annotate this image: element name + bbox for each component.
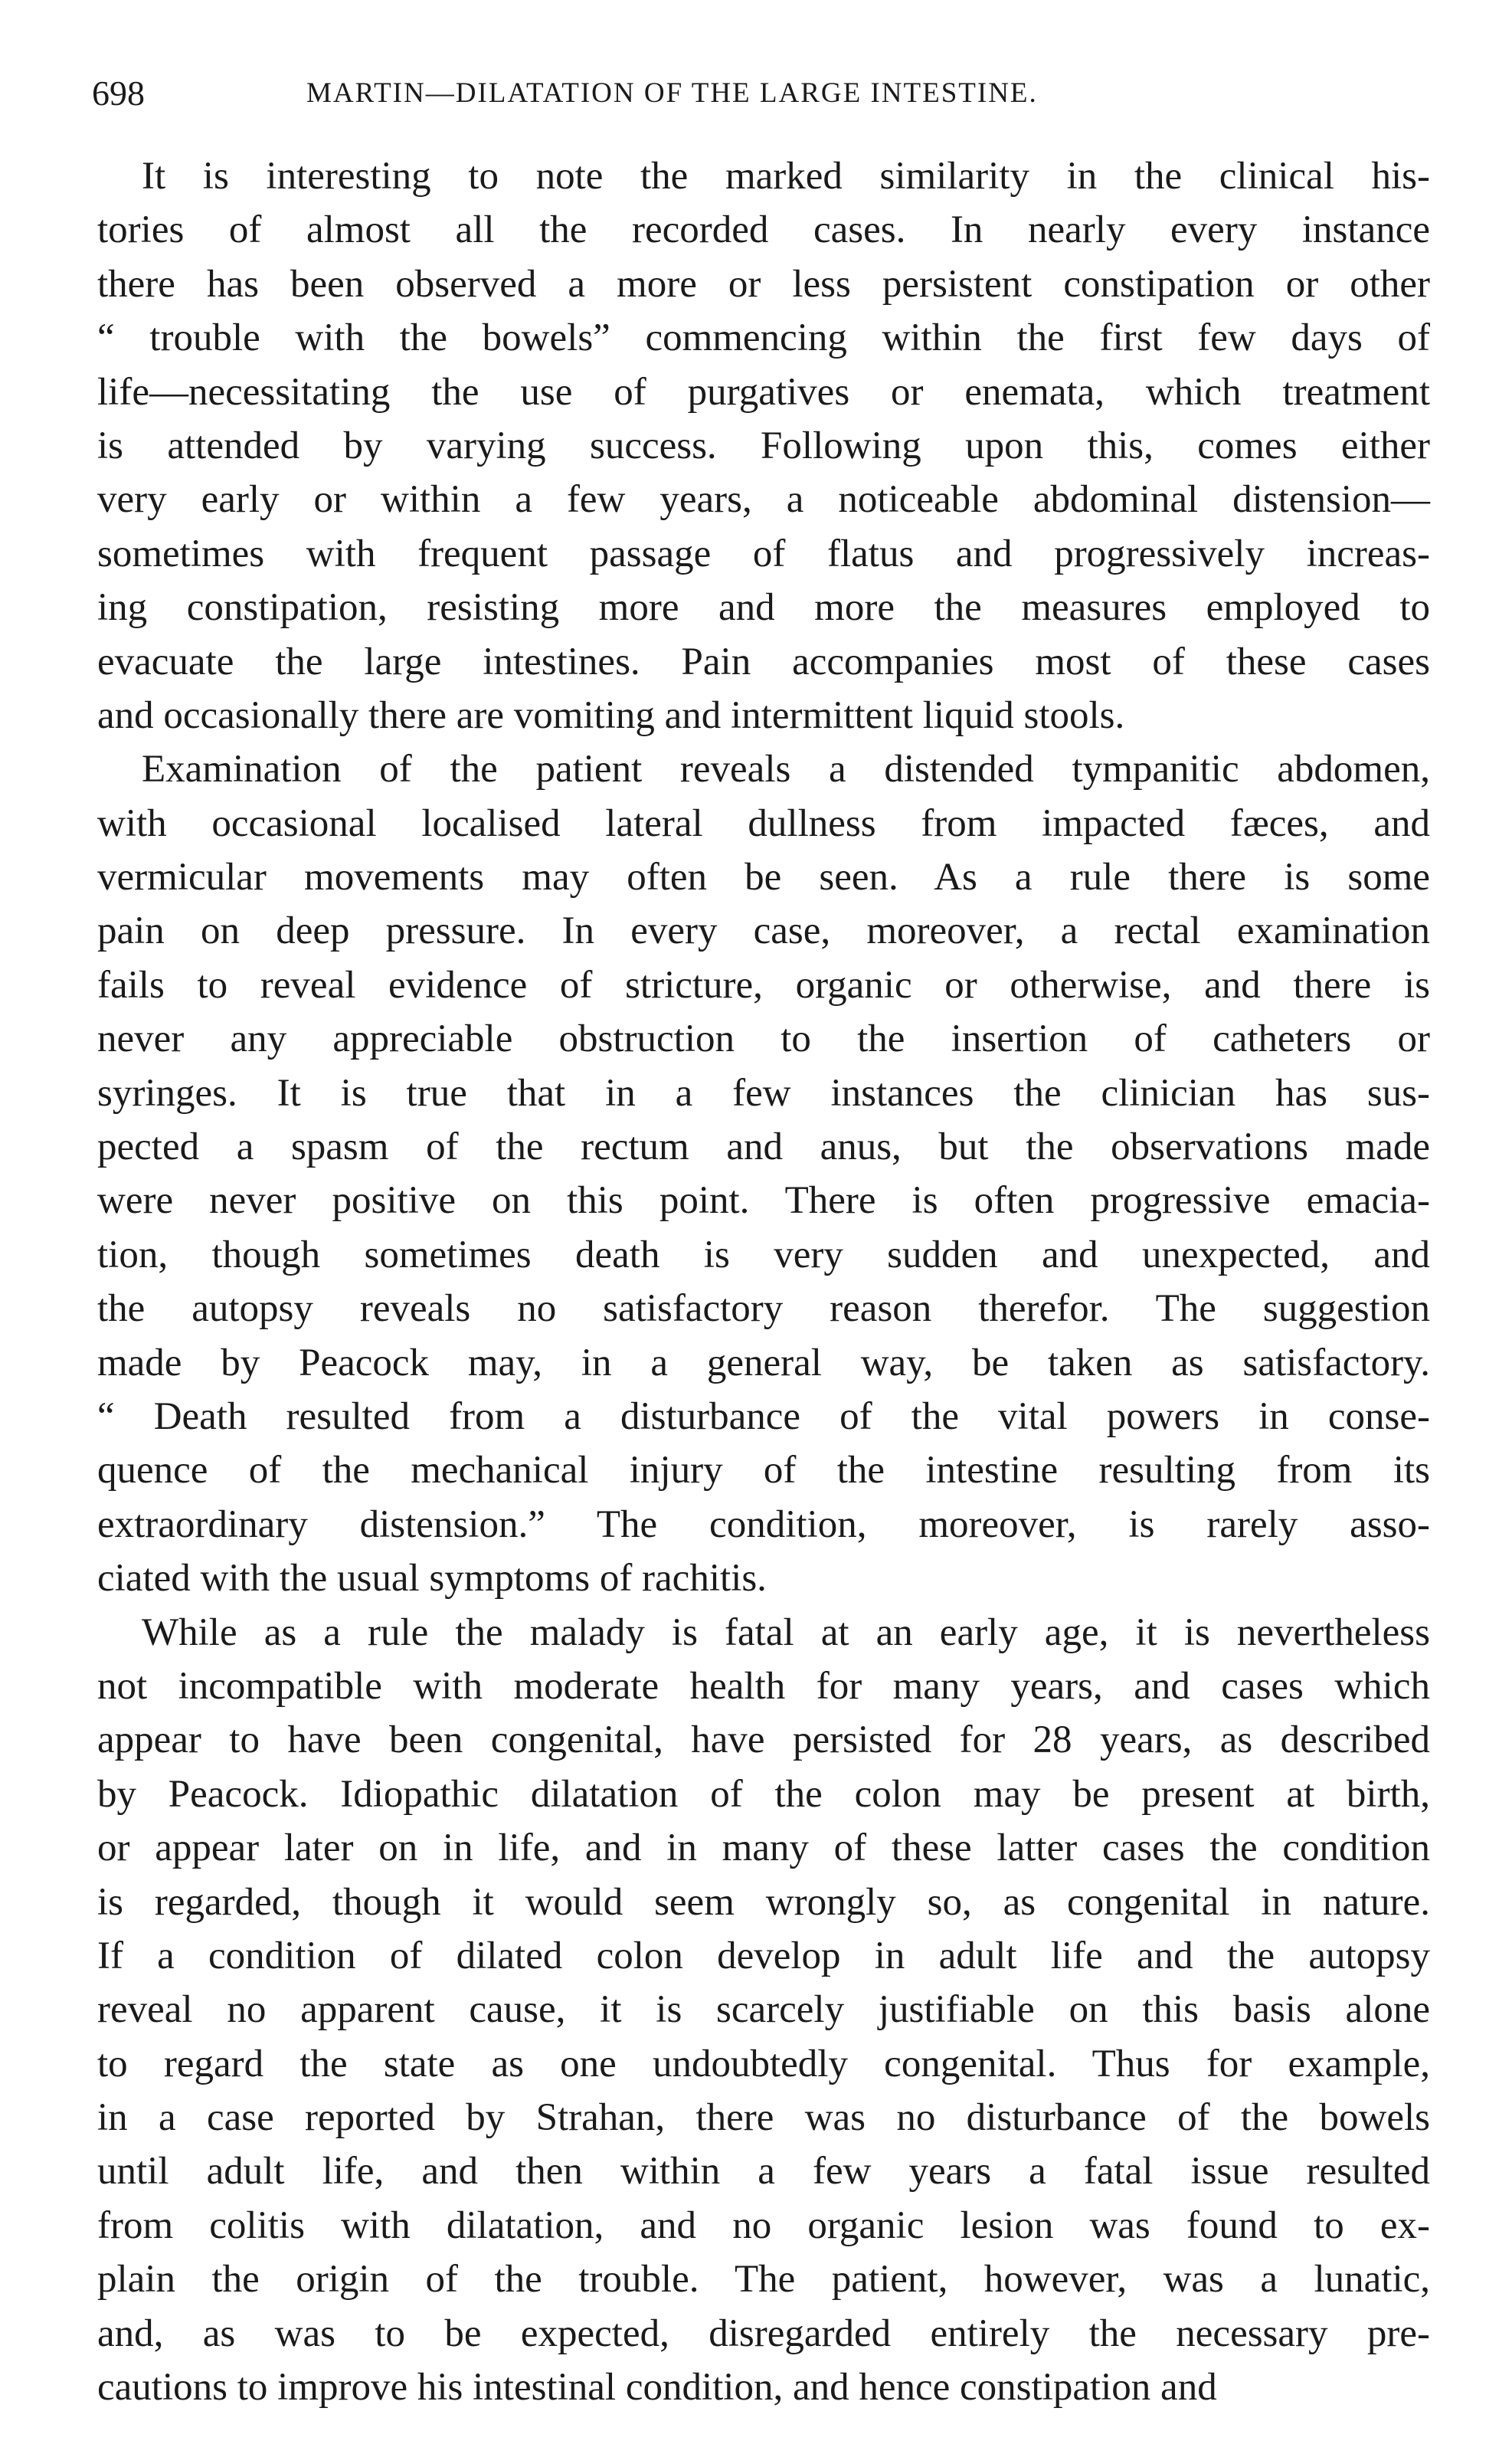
text-line: sometimes with frequent passage of flatus and progressively increas- [97,532,1430,575]
running-title: MARTIN—DILATATION OF THE LARGE INTESTINE. [306,77,1038,109]
text-line: quence of the mechanical injury of the intestine resulting from its [97,1449,1430,1492]
paragraph [97,149,1430,742]
page-number: 698 [92,74,145,113]
text-line: tories of almost all the recorded cases. In nearly every instance [97,208,1430,252]
text-line: not incompatible with moderate health for many years, and cases which [97,1664,1430,1708]
text-line: the autopsy reveals no satisfactory reason therefor. The suggestion [97,1287,1430,1331]
text-line: tion, though sometimes death is very sudden and unexpected, and [97,1233,1430,1276]
text-line: is regarded, though it would seem wrongly so, as congenital in nature. [97,1880,1430,1924]
text-line: “ Death resulted from a disturbance of the vital powers in conse- [97,1394,1430,1438]
text-line: While as a rule the malady is fatal at an early age, it is nevertheless [142,1610,1430,1654]
text-line: ciated with the usual symptoms of rachitis. [97,1557,767,1600]
text-line: cautions to improve his intestinal condition, and hence constipation and [97,2366,1217,2410]
text-line: and occasionally there are vomiting and intermittent liquid stools. [97,693,1125,737]
text-line: by Peacock. Idiopathic dilatation of the colon may be present at birth, [97,1772,1430,1816]
text-line: extraordinary distension.” The condition, moreover, is rarely asso- [97,1502,1430,1546]
text-line: ing constipation, resisting more and more the measures employed to [97,586,1430,630]
text-line: and, as was to be expected, disregarded entirely the necessary pre- [97,2311,1430,2355]
text-line: from colitis with dilatation, and no organic lesion was found to ex- [97,2203,1430,2247]
text-line: vermicular movements may often be seen. As a rule there is some [97,856,1430,899]
text-line: until adult life, and then within a few years a fatal issue resulted [97,2150,1430,2193]
text-line: reveal no apparent cause, it is scarcely justifiable on this basis alone [97,1988,1430,2032]
paragraph [97,742,1430,1605]
text-line: never any appreciable obstruction to the insertion of catheters or [97,1017,1430,1061]
text-line: life—necessitating the use of purgatives or enemata, which treatment [97,370,1430,414]
text-line: It is interesting to note the marked similarity in the clinical his- [142,155,1430,198]
text-line: to regard the state as one undoubtedly congenital. Thus for example, [97,2042,1430,2085]
text-line: made by Peacock may, in a general way, be taken as satisfactory. [97,1341,1430,1384]
text-line: syringes. It is true that in a few instances the clinician has sus- [97,1071,1430,1115]
text-line: If a condition of dilated colon develop in adult life and the autopsy [97,1934,1430,1977]
text-line: were never positive on this point. There is often progressive emacia- [97,1179,1430,1223]
text-line: with occasional localised lateral dullness from impacted fæces, and [97,801,1430,845]
text-line: plain the origin of the trouble. The patient, however, was a lunatic, [97,2258,1430,2301]
text-line: or appear later on in life, and in many of these latter cases the condition [97,1826,1430,1870]
text-line: fails to reveal evidence of stricture, organic or otherwise, and there is [97,963,1430,1007]
text-line: is attended by varying success. Following upon this, comes either [97,424,1430,467]
running-header [92,70,1432,116]
text-line: appear to have been congenital, have persisted for 28 years, as described [97,1718,1430,1762]
text-line: “ trouble with the bowels” commencing within the first few days of [97,316,1430,360]
text-line: pain on deep pressure. In every case, moreover, a rectal examination [97,909,1430,953]
body-text [97,149,1430,2414]
text-line: there has been observed a more or less persistent constipation or other [97,262,1430,306]
text-line: in a case reported by Strahan, there was no disturbance of the bowels [97,2096,1430,2140]
text-line: evacuate the large intestines. Pain accompanies most of these cases [97,640,1430,683]
text-line: Examination of the patient reveals a distended tympanitic abdomen, [142,748,1430,791]
paragraph [97,1606,1430,2415]
text-line: very early or within a few years, a noticeable abdominal distension— [97,478,1430,522]
text-line: pected a spasm of the rectum and anus, but the observations made [97,1125,1430,1169]
